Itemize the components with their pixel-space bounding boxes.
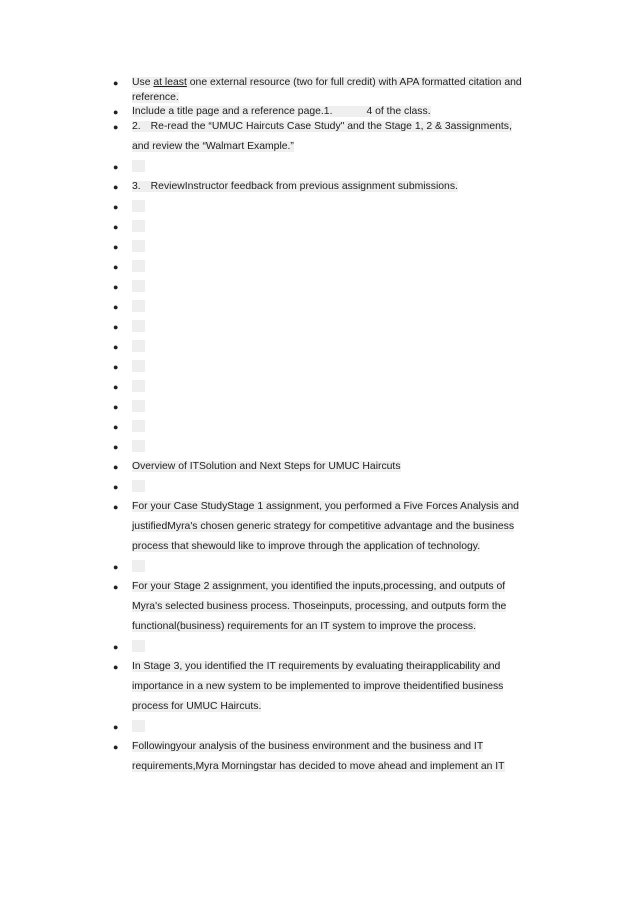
bullet-icon: ●: [113, 741, 119, 752]
bullet-icon: ●: [113, 281, 119, 292]
underlined-text: at least: [153, 77, 187, 88]
bullet-icon: ●: [113, 121, 119, 132]
bullet-icon: ●: [113, 381, 119, 392]
paragraph-line: For your Case StudyStage 1 assignment, you performed a Five Forces Analysis and: [132, 500, 519, 512]
bullet-icon: ●: [113, 721, 119, 732]
item-number: 2.: [132, 120, 141, 132]
bullet-icon: ●: [113, 421, 119, 432]
empty-list-item: [113, 377, 583, 397]
item-text: Include a title page and a reference page.1.: [132, 106, 333, 117]
paragraph-line: requirements,Myra Morningstar has decided to move ahead and implement an IT: [132, 760, 505, 772]
list-item: [113, 737, 583, 777]
bullet-icon: ●: [113, 301, 119, 312]
list-item: [113, 577, 583, 637]
empty-list-item: [113, 217, 583, 237]
empty-list-item: [113, 357, 583, 377]
bullet-icon: ●: [113, 341, 119, 352]
bullet-icon: ●: [113, 441, 119, 452]
paragraph-line: justifiedMyra's chosen generic strategy for competitive advantage and the business: [132, 520, 515, 532]
empty-list-item: [113, 717, 583, 737]
bullet-icon: ●: [113, 641, 119, 652]
section-heading: Overview of ITSolution and Next Steps for UMUC Haircuts: [132, 460, 401, 472]
empty-list-item: [113, 397, 583, 417]
empty-list-item: [113, 337, 583, 357]
bullet-icon: ●: [113, 561, 119, 572]
empty-list-item: [113, 237, 583, 257]
paragraph-line: importance in a new system to be implemented to improve theidentified business: [132, 680, 504, 692]
empty-list-item: [113, 637, 583, 657]
item-text: Re-read the “UMUC Haircuts Case Study" and the Stage 1, 2 & 3assignments,: [150, 120, 512, 132]
item-text: and review the “Walmart Example.”: [132, 140, 294, 152]
item-number: 3.: [132, 180, 141, 192]
item-text: ReviewInstructor feedback from previous assignment submissions.: [150, 180, 458, 192]
empty-list-item: [113, 197, 583, 217]
item-text: 4 of the class.: [366, 106, 431, 117]
bullet-icon: ●: [113, 661, 119, 672]
bullet-icon: ●: [113, 461, 119, 472]
bullet-icon: ●: [113, 481, 119, 492]
paragraph-line: process for UMUC Haircuts.: [132, 700, 262, 712]
bullet-icon: ●: [113, 201, 119, 212]
empty-list-item: [113, 437, 583, 457]
bullet-icon: ●: [113, 241, 119, 252]
empty-list-item: [113, 277, 583, 297]
list-item: [113, 177, 583, 197]
paragraph-line: For your Stage 2 assignment, you identified the inputs,processing, and outputs of: [132, 580, 506, 592]
bullet-icon: ●: [113, 107, 119, 117]
paragraph-line: Followingyour analysis of the business environment and the business and IT: [132, 740, 484, 752]
paragraph-line: process that shewould like to improve through the application of technology.: [132, 540, 481, 552]
bullet-icon: ●: [113, 501, 119, 512]
empty-list-item: [113, 557, 583, 577]
empty-list-item: [113, 157, 583, 177]
empty-list-item: [113, 477, 583, 497]
bullet-list: [113, 76, 583, 777]
list-item: [113, 457, 583, 477]
bullet-icon: ●: [113, 221, 119, 232]
item-text: reference.: [132, 91, 179, 103]
bullet-icon: ●: [113, 361, 119, 372]
list-item: [113, 117, 583, 157]
empty-list-item: [113, 257, 583, 277]
paragraph-line: Myra's selected business process. Thoseinputs, processing, and outputs form the: [132, 600, 507, 612]
bullet-icon: ●: [113, 181, 119, 192]
paragraph-line: In Stage 3, you identified the IT requirements by evaluating theirapplicability and: [132, 660, 501, 672]
bullet-icon: ●: [113, 321, 119, 332]
bullet-icon: ●: [113, 161, 119, 172]
empty-list-item: [113, 417, 583, 437]
empty-list-item: [113, 317, 583, 337]
paragraph-line: functional(business) requirements for an IT system to improve the process.: [132, 620, 477, 632]
bullet-icon: ●: [113, 581, 119, 592]
item-text: one external resource (two for full credit) with APA formatted citation and: [186, 77, 522, 88]
bullet-icon: ●: [113, 401, 119, 412]
bullet-icon: ●: [113, 261, 119, 272]
list-item: [113, 76, 583, 105]
list-item: [113, 497, 583, 557]
bullet-icon: ●: [113, 78, 119, 88]
item-text: Use: [132, 77, 154, 88]
list-item: [113, 657, 583, 717]
empty-list-item: [113, 297, 583, 317]
